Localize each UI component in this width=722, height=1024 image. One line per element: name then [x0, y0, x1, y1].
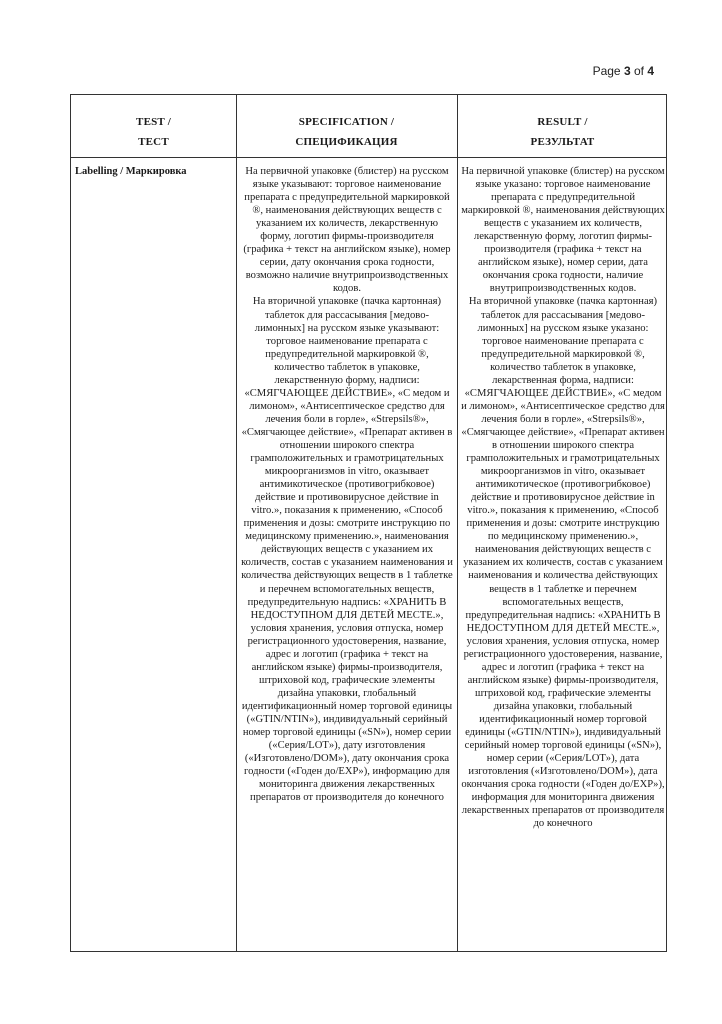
header-test	[71, 112, 236, 152]
specification-paragraph-primary: На первичной упаковке (блистер) на русском языке указывают: торговое наименование препарата с предупредительной маркировкой ®, наименования действующих веществ с указанием их количеств, лекарственную форму, логотип фирмы-производителя (графика + текст на английском языке), номер серии, дату окончания срока годности, возможно наличие внутрипроизводственных кодов.	[243, 166, 451, 295]
specification-paragraph-secondary: На вторичной упаковке (пачка картонная) таблеток для рассасывания [медово-лимонных] на русском языке указывают: торговое наименование препарата с предупредительной маркировкой ®, количество таблеток в упаковке, лекарственную форму, надписи: «СМЯГЧАЮЩЕЕ ДЕЙСТВИЕ», «С медом и лимоном», «Антисептическое средство для лечения боли в горле», «Strepsils®», «Смягчающее действие», «Препарат активен в отношении широкого спектра грамположительных и грамотрицательных микроорганизмов in vitro, оказывает антимикотическое (противогрибковое) действие и противовирусное действие in vitro.», показания к применению, «Способ применения и дозы: смотрите инструкцию по медицинскому применению.», наименования действующих веществ с указанием их количеств, состав с указанием наименования и количества действующих веществ в 1 таблетке и перечнем вспомогательных веществ, предупредительную надпись: «ХРАНИТЬ В НЕДОСТУПНОМ ДЛЯ ДЕТЕЙ МЕСТЕ.», условия хранения, условия отпуска, номер регистрационного удостоверения, название, адрес и логотип (графика + текст на английском языке) фирмы-производителя, штриховой код, графические элементы дизайна упаковки, глобальный идентификационный номер торговой единицы («GTIN/NTIN»), индивидуальный серийный номер торговой единицы («SN»), номер серии («Серия/LOT»), дату изготовления («Изготовлено/DOM»), дату окончания срока годности («Годен до/EXP»), информацию для мониторинга движения лекарственных препаратов от производителя до конечного	[241, 296, 453, 804]
header-result-en: RESULT /	[537, 116, 588, 128]
page-number: Page 3 of 4	[592, 64, 654, 78]
header-result	[457, 112, 668, 152]
specification-table	[70, 94, 667, 952]
table-row	[71, 157, 666, 951]
table-header-row	[71, 95, 666, 158]
header-test-en: TEST /	[136, 116, 171, 128]
header-specification-en: SPECIFICATION /	[298, 116, 395, 128]
result-paragraph-primary: На первичной упаковке (блистер) на русском языке указано: торговое наименование препарата с предупредительной маркировкой ®, наименования действующих веществ с указанием их количеств, лекарственную форму, логотип фирмы-производителя (графика + текст на английском языке), номер серии, дата окончания срока годности, наличие внутрипроизводственных кодов.	[461, 166, 665, 295]
header-specification	[236, 112, 457, 152]
header-test-ru: ТЕСТ	[138, 136, 169, 148]
specification-cell	[241, 165, 453, 804]
test-name-cell: Labelling / Маркировка	[75, 166, 187, 177]
result-cell	[461, 165, 665, 830]
header-specification-ru: СПЕЦИФИКАЦИЯ	[295, 136, 398, 148]
header-result-ru: РЕЗУЛЬТАТ	[530, 136, 595, 148]
result-paragraph-secondary: На вторичной упаковке (пачка картонная) таблеток для рассасывания [медово-лимонных] на русском языке указано: торговое наименование препарата с предупредительной маркировкой ®, количество таблеток в упаковке, лекарственная форма, надписи: «СМЯГЧАЮЩЕЕ ДЕЙСТВИЕ», «С медом и лимоном», «Антисептическое средство для лечения боли в горле», «Strepsils®», «Смягчающее действие», «Препарат активен в отношении широкого спектра грамположительных и грамотрицательных микроорганизмов in vitro, оказывает антимикотическое (противогрибковое) действие и противовирусное действие in vitro.», показания к применению, «Способ применения и дозы: смотрите инструкцию по медицинскому применению.», наименования действующих веществ с указанием их количеств, состав с указанием наименования и количества действующих веществ в 1 таблетке и перечнем вспомогательных веществ, предупредительная надпись: «ХРАНИТЬ В НЕДОСТУПНОМ ДЛЯ ДЕТЕЙ МЕСТЕ.», условия хранения, условия отпуска, номер регистрационного удостоверения, название, адрес и логотип (графика + текст на английском языке) фирмы-производителя, штриховой код, графические элементы дизайна упаковки, глобальный идентификационный номер торговой единицы («GTIN/NTIN»), индивидуальный серийный номер торговой единицы («SN»), номер серии («Серия/LOT»), дата изготовления («Изготовлено/DOM»), дата окончания срока годности («Годен до/EXP»), информация для мониторинга движения лекарственных препаратов от производителя до конечного	[461, 296, 665, 830]
